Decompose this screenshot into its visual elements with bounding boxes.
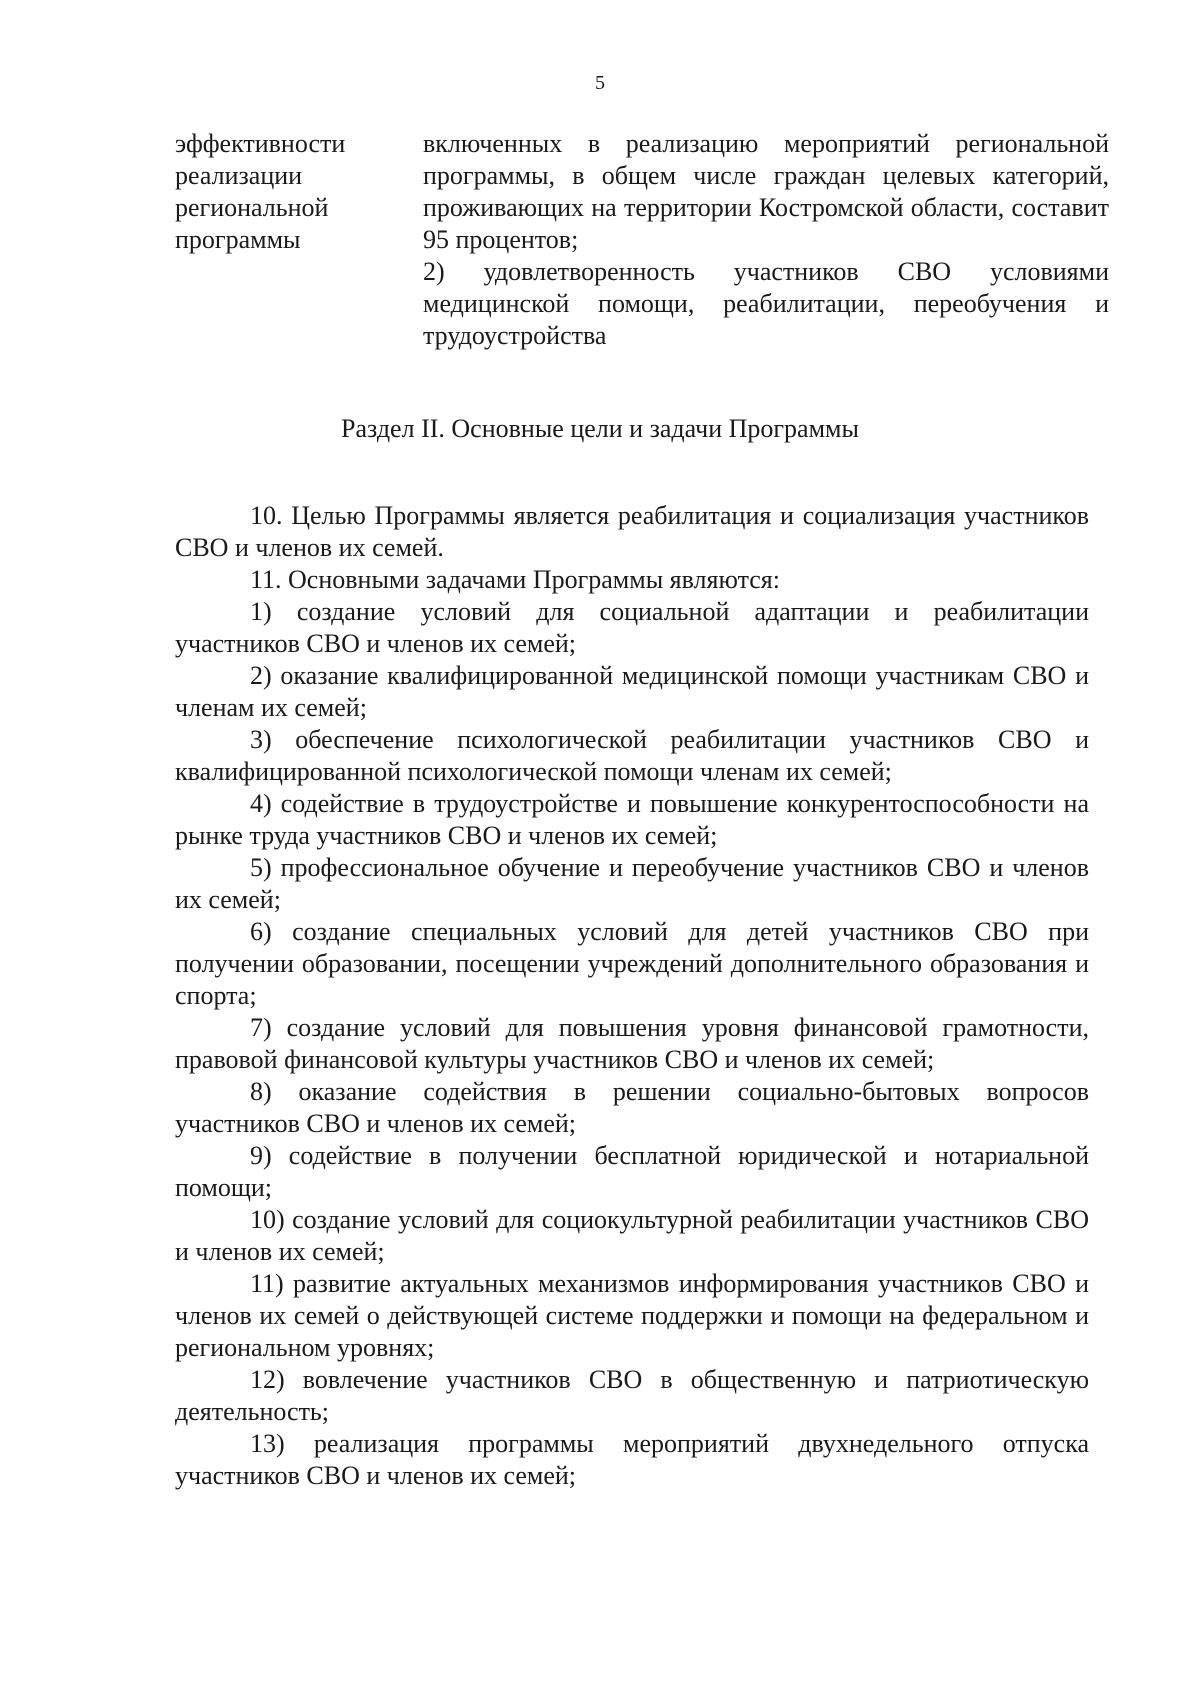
task-item: 3) обеспечение психологической реабилитации участников СВО и квалифицированной психологической помощи членам их семей; [175,725,1089,786]
passport-label-line: региональной [175,193,329,222]
passport-label-line: эффективности [175,129,346,158]
section-title: Раздел II. Основные цели и задачи Программы [341,414,859,443]
passport-row-label [175,128,375,256]
task-item: 12) вовлечение участников СВО в общественную и патриотическую деятельность; [175,1365,1089,1426]
task-item: 11) развитие актуальных механизмов информирования участников СВО и членов их семей о действующей системе поддержки и помощи на федеральном и региональном уровнях; [175,1269,1089,1362]
passport-row-value [423,128,1109,352]
passport-value-paragraph: включенных в реализацию мероприятий региональной программы, в общем числе граждан целевых категорий, проживающих на территории Костромской области, составит 95 процентов; [423,129,1109,254]
section-body [175,500,1089,1492]
task-item: 7) создание условий для повышения уровня финансовой грамотности, правовой финансовой культуры участников СВО и членов их семей; [175,1013,1089,1074]
task-item: 2) оказание квалифицированной медицинской помощи участникам СВО и членам их семей; [175,661,1089,722]
paragraph-goal: 10. Целью Программы является реабилитация и социализация участников СВО и членов их семей. [175,501,1089,562]
page-number: 5 [595,72,605,94]
task-item: 1) создание условий для социальной адаптации и реабилитации участников СВО и членов их семей; [175,597,1089,658]
task-item: 5) профессиональное обучение и переобучение участников СВО и членов их семей; [175,853,1089,914]
paragraph-tasks-intro: 11. Основными задачами Программы являются: [250,565,780,594]
task-item: 4) содействие в трудоустройстве и повышение конкурентоспособности на рынке труда участников СВО и членов их семей; [175,789,1089,850]
task-item: 8) оказание содействия в решении социально-бытовых вопросов участников СВО и членов их семей; [175,1077,1089,1138]
passport-label-line: реализации [175,161,303,190]
task-item: 10) создание условий для социокультурной реабилитации участников СВО и членов их семей; [175,1205,1089,1266]
task-item: 9) содействие в получении бесплатной юридической и нотариальной помощи; [175,1141,1089,1202]
task-item: 6) создание специальных условий для детей участников СВО при получении образовании, посещении учреждений дополнительного образования и спорта; [175,917,1089,1010]
passport-label-line: программы [175,225,301,254]
passport-value-paragraph: 2) удовлетворенность участников СВО условиями медицинской помощи, реабилитации, переобучения и трудоустройства [423,257,1109,350]
task-item: 13) реализация программы мероприятий двухнедельного отпуска участников СВО и членов их семей; [175,1429,1089,1490]
